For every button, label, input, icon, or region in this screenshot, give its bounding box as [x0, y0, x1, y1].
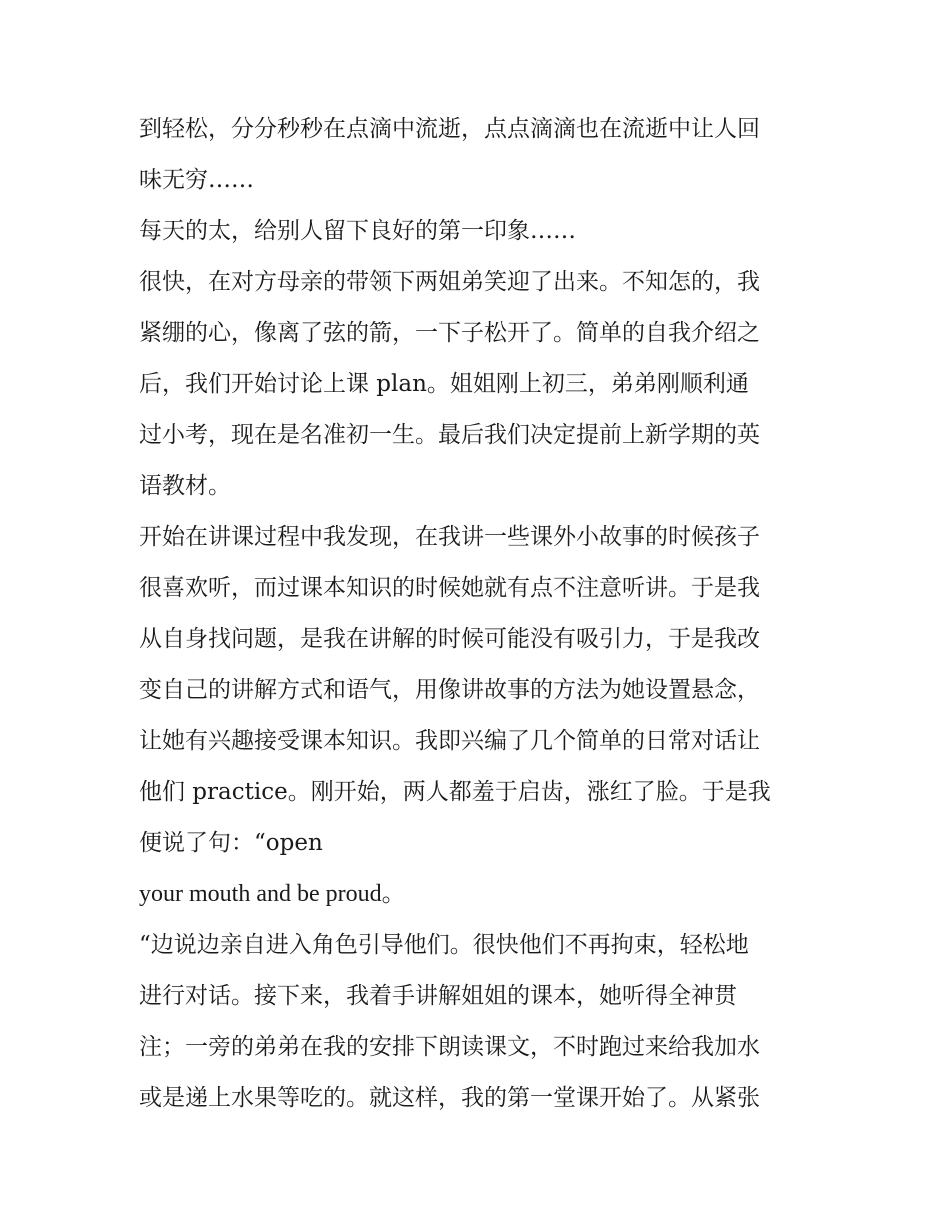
text-line: 语教材。 — [139, 473, 231, 499]
text-line: 过小考，现在是名准初一生。最后我们决定提前上新学期的英 — [139, 422, 760, 448]
text-line: 开始在讲课过程中我发现，在我讲一些课外小故事的时候孩子 — [139, 524, 760, 550]
text-line: 很喜欢听，而过课本知识的时候她就有点不注意听讲。于是我 — [139, 575, 760, 601]
text-line: 味无穷…… — [139, 167, 254, 193]
text-line: 每天的太，给别人留下良好的第一印象…… — [139, 218, 576, 244]
text-line: 或是递上水果等吃的。就这样，我的第一堂课开始了。从紧张 — [139, 1085, 760, 1111]
text-line: your mouth and be proud。 — [139, 881, 406, 907]
document-text-body — [139, 104, 815, 1124]
text-line: 进行对话。接下来，我着手讲解姐姐的课本，她听得全神贯 — [139, 983, 737, 1009]
text-line: 从自身找问题，是我在讲解的时候可能没有吸引力，于是我改 — [139, 626, 760, 652]
text-line: 变自己的讲解方式和语气，用像讲故事的方法为她设置悬念， — [139, 677, 760, 703]
text-line: 很快，在对方母亲的带领下两姐弟笑迎了出来。不知怎的，我 — [139, 269, 760, 295]
text-line: 到轻松，分分秒秒在点滴中流逝，点点滴滴也在流逝中让人回 — [139, 116, 760, 142]
text-line: 便说了句：“open — [139, 830, 323, 856]
text-line: 紧绷的心，像离了弦的箭，一下子松开了。简单的自我介绍之 — [139, 320, 760, 346]
text-line: 他们 practice。刚开始，两人都羞于启齿，涨红了脸。于是我 — [139, 779, 771, 805]
text-line: 后，我们开始讨论上课 plan。姐姐刚上初三，弟弟刚顺利通 — [139, 371, 749, 397]
text-line: “边说边亲自进入角色引导他们。很快他们不再拘束，轻松地 — [139, 932, 749, 958]
text-line: 注；一旁的弟弟在我的安排下朗读课文，不时跑过来给我加水 — [139, 1034, 760, 1060]
text-line: 让她有兴趣接受课本知识。我即兴编了几个简单的日常对话让 — [139, 728, 760, 754]
